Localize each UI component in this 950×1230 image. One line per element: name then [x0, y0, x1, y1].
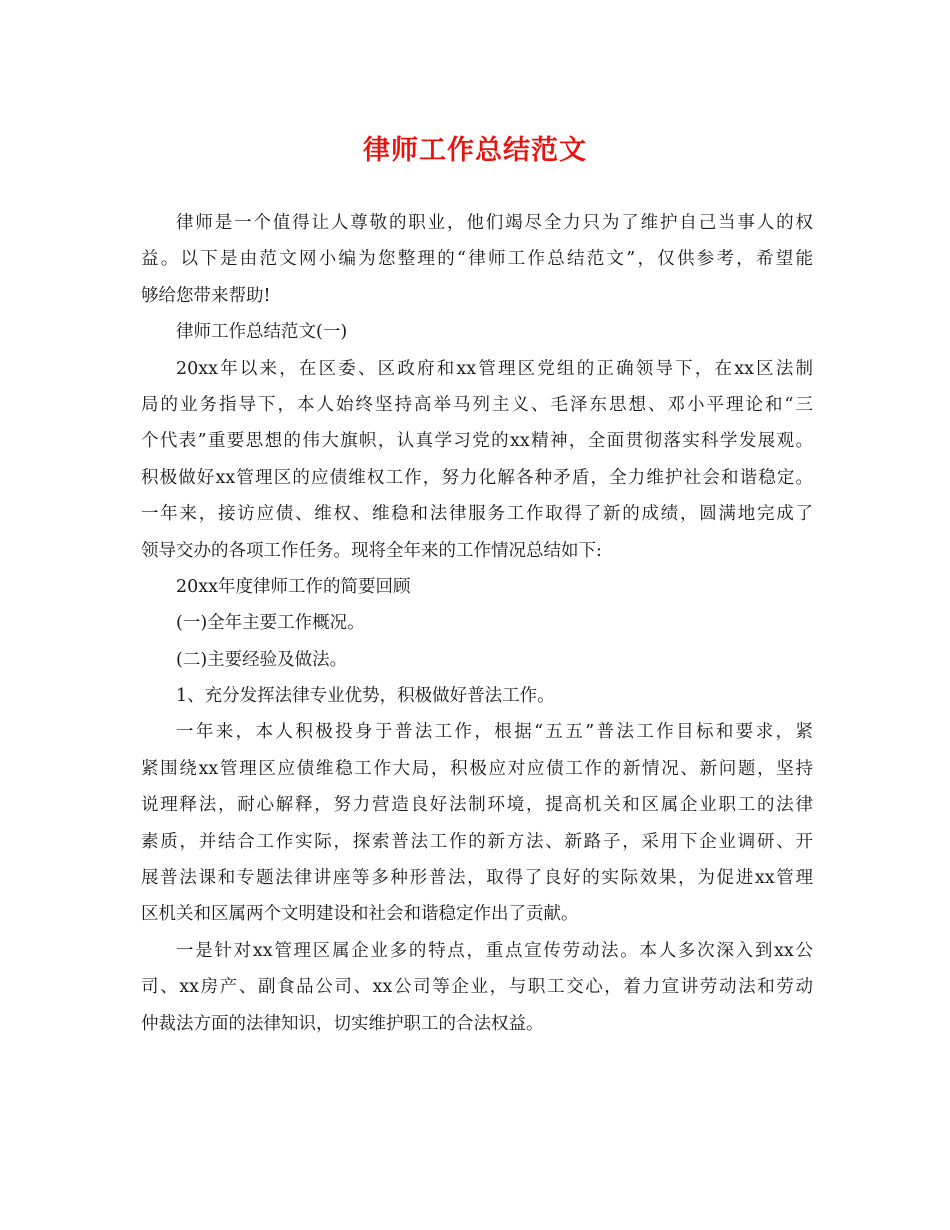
text-line: 区机关和区属两个文明建设和社会和谐稳定作出了贡献。 [141, 904, 579, 925]
text-line: 一是针对xx管理区属企业多的特点，重点宣传劳动法。本人多次深入到xx公 [176, 940, 813, 961]
text-line: 律师工作总结范文(一) [176, 322, 348, 343]
text-line: (一)全年主要工作概况。 [176, 613, 365, 634]
document-body [141, 205, 813, 1042]
text-line: 20xx年度律师工作的简要回顾 [176, 576, 411, 597]
text-line: 积极做好xx管理区的应债维权工作，努力化解各种矛盾，全力维护社会和谐稳定。 [141, 467, 813, 488]
text-line: 仲裁法方面的法律知识，切实维护职工的合法权益。 [141, 1013, 544, 1034]
text-line: 1、充分发挥法律专业优势，积极做好普法工作。 [176, 686, 555, 707]
document-title: 律师工作总结范文 [363, 135, 587, 166]
text-line: 司、xx房产、副食品公司、xx公司等企业，与职工交心，着力宣讲劳动法和劳动 [141, 977, 813, 998]
text-line: 够给您带来帮助! [141, 285, 271, 306]
text-line: 个代表”重要思想的伟大旗帜，认真学习党的xx精神，全面贯彻落实科学发展观。 [141, 431, 813, 452]
text-line: 局的业务指导下，本人始终坚持高举马列主义、毛泽东思想、邓小平理论和“三 [141, 394, 813, 415]
text-line: 益。以下是由范文网小编为您整理的“律师工作总结范文”，仅供参考，希望能 [141, 249, 813, 270]
text-line: 展普法课和专题法律讲座等多种形普法，取得了良好的实际效果，为促进xx管理 [141, 868, 813, 889]
text-line: 一年来，接访应债、维权、维稳和法律服务工作取得了新的成绩，圆满地完成了 [141, 504, 813, 525]
text-line: 说理释法，耐心解释，努力营造良好法制环境，提高机关和区属企业职工的法律 [141, 795, 813, 816]
text-line: 领导交办的各项工作任务。现将全年来的工作情况总结如下: [141, 540, 602, 561]
text-line: 20xx年以来，在区委、区政府和xx管理区党组的正确领导下，在xx区法制 [176, 358, 813, 379]
text-line: 素质，并结合工作实际，探索普法工作的新方法、新路子，采用下企业调研、开 [141, 831, 813, 852]
text-line: (二)主要经验及做法。 [176, 649, 348, 670]
text-line: 一年来，本人积极投身于普法工作，根据“五五”普法工作目标和要求，紧 [176, 722, 813, 743]
text-line: 紧围绕xx管理区应债维稳工作大局，积极应对应债工作的新情况、新问题，坚持 [141, 758, 813, 779]
text-line: 律师是一个值得让人尊敬的职业，他们竭尽全力只为了维护自己当事人的权 [176, 213, 813, 233]
